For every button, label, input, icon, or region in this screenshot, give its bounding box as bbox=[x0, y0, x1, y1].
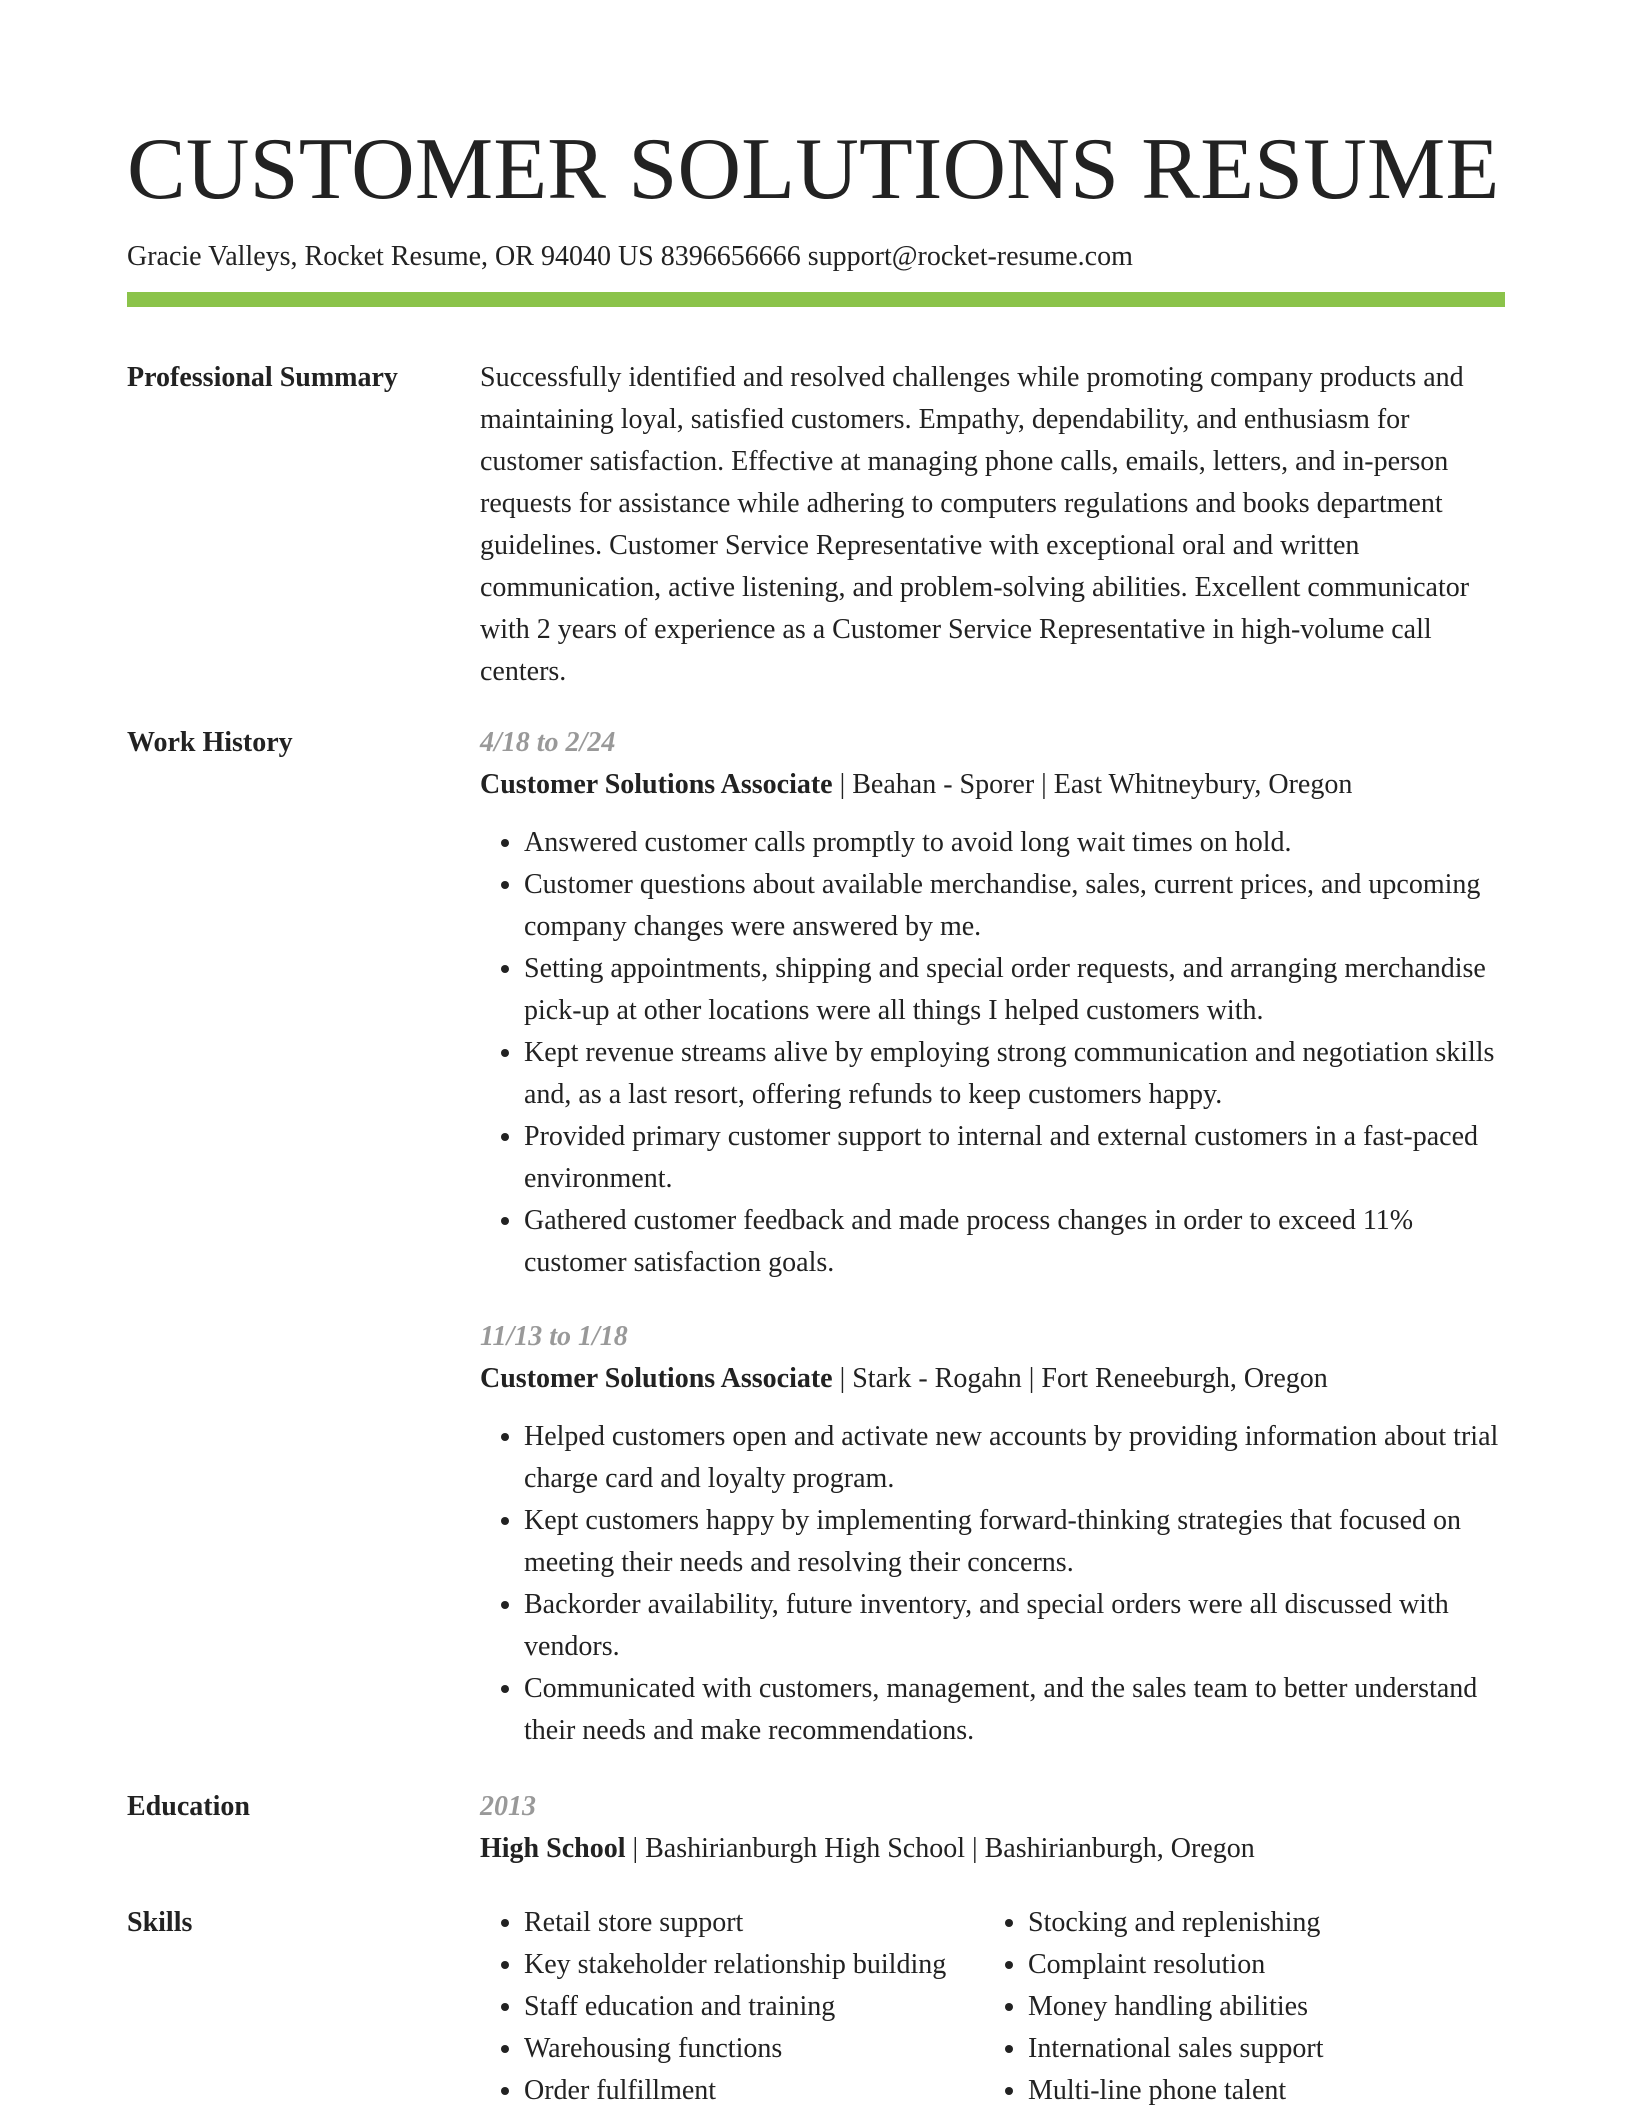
education-school-location: | Bashirianburgh High School | Bashirianburgh, Oregon bbox=[625, 1833, 1255, 1864]
job-employer-location: | Beahan - Sporer | East Whitneybury, Oregon bbox=[832, 769, 1353, 800]
skill-item: • Warehousing functions bbox=[524, 2028, 984, 2070]
skill-item: • Multi-line phone talent bbox=[1028, 2070, 1458, 2112]
skills-columns bbox=[480, 1902, 1505, 2112]
skill-item: • Staff education and training bbox=[524, 1986, 984, 2028]
job-dates: 11/13 to 1/18 bbox=[480, 1321, 628, 1352]
job-bullet: • Backorder availability, future inventory, and special orders were all discussed with vendors. bbox=[524, 1584, 1505, 1668]
skills-list-left bbox=[480, 1902, 984, 2112]
job-bullet: • Gathered customer feedback and made process changes in order to exceed 11% customer satisfaction goals. bbox=[524, 1200, 1505, 1284]
job-heading bbox=[480, 1358, 1505, 1400]
education-section bbox=[127, 1786, 1505, 1870]
job-bullet: • Setting appointments, shipping and special order requests, and arranging merchandise pick-up at other locations were all things I helped customers with. bbox=[524, 948, 1505, 1032]
education-body bbox=[480, 1786, 1505, 1870]
skills-section bbox=[127, 1902, 1505, 2112]
job-bullet: • Provided primary customer support to internal and external customers in a fast-paced environment. bbox=[524, 1116, 1505, 1200]
job-bullet-list bbox=[480, 822, 1505, 1284]
summary-section bbox=[127, 357, 1505, 693]
section-label-skills: Skills bbox=[127, 1907, 193, 1938]
job-bullet-list bbox=[480, 1416, 1505, 1752]
accent-divider bbox=[127, 292, 1505, 307]
section-label-education: Education bbox=[127, 1791, 250, 1822]
job-employer-location: | Stark - Rogahn | Fort Reneeburgh, Oregon bbox=[832, 1363, 1328, 1394]
job-entry bbox=[480, 1316, 1505, 1752]
section-label-work-history: Work History bbox=[127, 727, 293, 758]
resume-page bbox=[127, 115, 1505, 2112]
skills-list-right bbox=[984, 1902, 1458, 2112]
job-bullet: • Helped customers open and activate new accounts by providing information about trial charge card and loyalty program. bbox=[524, 1416, 1505, 1500]
education-degree: High School bbox=[480, 1833, 626, 1864]
job-title: Customer Solutions Associate bbox=[480, 1363, 833, 1394]
skill-item: • Key stakeholder relationship building bbox=[524, 1944, 984, 1986]
job-bullet: • Customer questions about available merchandise, sales, current prices, and upcoming company changes were answered by me. bbox=[524, 864, 1505, 948]
summary-text: Successfully identified and resolved challenges while promoting company products and maintaining loyal, satisfied customers. Empathy, dependability, and enthusiasm for customer satisfaction. Effective at managing phone calls, emails, letters, and in-person requests for assistance while adhering to computers regulations and books department guidelines. Customer Service Representative with exceptional oral and written communication, active listening, and problem-solving abilities. Excellent communicator with 2 years of experience as a Customer Service Representative in high-volume call centers. bbox=[480, 362, 1470, 687]
job-title: Customer Solutions Associate bbox=[480, 769, 833, 800]
skill-item: • Stocking and replenishing bbox=[1028, 1902, 1458, 1944]
resume-title: CUSTOMER SOLUTIONS RESUME bbox=[127, 121, 1500, 218]
work-history-body bbox=[480, 722, 1505, 1752]
section-label-summary: Professional Summary bbox=[127, 362, 398, 393]
job-bullet: • Kept revenue streams alive by employing strong communication and negotiation skills and, as a last resort, offering refunds to keep customers happy. bbox=[524, 1032, 1505, 1116]
job-heading bbox=[480, 764, 1505, 806]
skill-item: • Complaint resolution bbox=[1028, 1944, 1458, 1986]
job-bullet: • Answered customer calls promptly to avoid long wait times on hold. bbox=[524, 822, 1505, 864]
skill-item: • Money handling abilities bbox=[1028, 1986, 1458, 2028]
skill-item: • Retail store support bbox=[524, 1902, 984, 1944]
work-history-section bbox=[127, 722, 1505, 1752]
job-dates: 4/18 to 2/24 bbox=[480, 727, 616, 758]
education-date: 2013 bbox=[480, 1791, 536, 1822]
skills-body bbox=[480, 1902, 1505, 2112]
skill-item: • Order fulfillment bbox=[524, 2070, 984, 2112]
job-entry bbox=[480, 722, 1505, 1284]
job-bullet: • Communicated with customers, management, and the sales team to better understand their needs and make recommendations. bbox=[524, 1668, 1505, 1752]
job-bullet: • Kept customers happy by implementing forward-thinking strategies that focused on meeting their needs and resolving their concerns. bbox=[524, 1500, 1505, 1584]
education-heading bbox=[480, 1828, 1505, 1870]
contact-line: Gracie Valleys, Rocket Resume, OR 94040 US 8396656666 support@rocket-resume.com bbox=[127, 241, 1133, 272]
skill-item: • International sales support bbox=[1028, 2028, 1458, 2070]
